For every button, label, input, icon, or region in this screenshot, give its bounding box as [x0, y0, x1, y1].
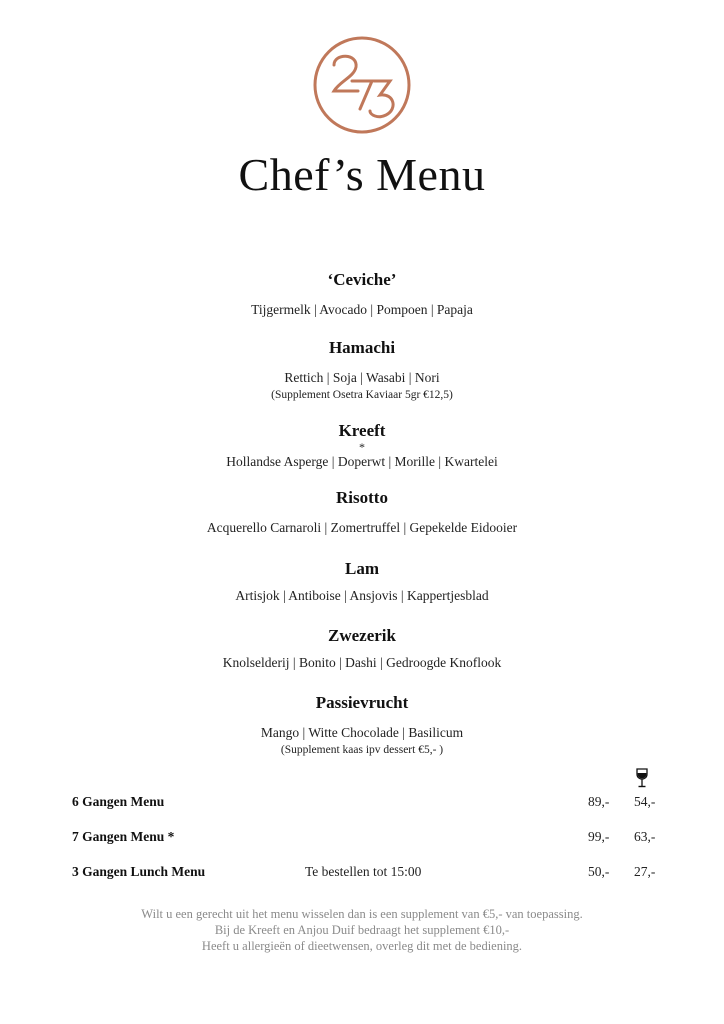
- course-lam: [0, 559, 724, 604]
- price-row: [0, 829, 724, 849]
- course-name: Kreeft: [338, 421, 386, 440]
- course-name: Risotto: [336, 488, 388, 507]
- course-name: ‘Ceviche’: [327, 270, 397, 289]
- course-description: Acquerello Carnaroli | Zomertruffel | Gepekelde Eidooier: [206, 520, 518, 535]
- course-supplement: (Supplement kaas ipv dessert €5,- ): [280, 744, 444, 756]
- menu-price: 50,-: [588, 864, 610, 879]
- footer-line: Wilt u een gerecht uit het menu wisselen dan is een supplement van €5,- van toepassing.: [141, 907, 583, 921]
- course-description: Hollandse Asperge | Doperwt | Morille | Kwartelei: [226, 454, 498, 469]
- course-supplement: (Supplement Osetra Kaviaar 5gr €12,5): [271, 389, 453, 401]
- course-zwezerik: [0, 626, 724, 671]
- course-description: Rettich | Soja | Wasabi | Nori: [284, 370, 440, 385]
- course-ceviche: [0, 270, 724, 318]
- course-passievrucht: [0, 693, 724, 756]
- wine-pairing-price: 27,-: [634, 864, 656, 879]
- brand-logo: [312, 35, 412, 135]
- course-name: Passievrucht: [315, 693, 409, 712]
- course-description: Knolselderij | Bonito | Dashi | Gedroogde Knoflook: [222, 655, 502, 670]
- wine-pairing-price: 54,-: [634, 794, 656, 809]
- menu-option-name: 7 Gangen Menu *: [72, 829, 175, 844]
- price-row: [0, 794, 724, 814]
- course-description: Tijgermelk | Avocado | Pompoen | Papaja: [251, 302, 473, 317]
- course-risotto: [0, 488, 724, 536]
- menu-price: 89,-: [588, 794, 610, 809]
- price-row: [0, 864, 724, 884]
- course-name: Hamachi: [328, 338, 396, 357]
- wine-pairing-price: 63,-: [634, 829, 656, 844]
- course-description: Artisjok | Antiboise | Ansjovis | Kappertjesblad: [235, 588, 489, 603]
- course-description: Mango | Witte Chocolade | Basilicum: [260, 725, 464, 740]
- menu-option-name: 3 Gangen Lunch Menu: [72, 864, 206, 879]
- course-kreeft: [0, 421, 724, 470]
- page-title: Chef’s Menu: [238, 149, 486, 200]
- menu-option-note: Te bestellen tot 15:00: [305, 864, 422, 879]
- course-name: Lam: [345, 559, 379, 578]
- footer-line: Bij de Kreeft en Anjou Duif bedraagt het supplement €10,-: [214, 923, 510, 937]
- course-name: Zwezerik: [328, 626, 396, 645]
- course-hamachi: [0, 338, 724, 401]
- menu-option-name: 6 Gangen Menu: [72, 794, 165, 809]
- wine-glass-icon: [635, 768, 649, 788]
- supplement-marker: *: [359, 440, 365, 454]
- menu-price: 99,-: [588, 829, 610, 844]
- footer-line: Heeft u allergieën of dieetwensen, overleg dit met de bediening.: [201, 939, 523, 953]
- footer-notes: [0, 906, 724, 954]
